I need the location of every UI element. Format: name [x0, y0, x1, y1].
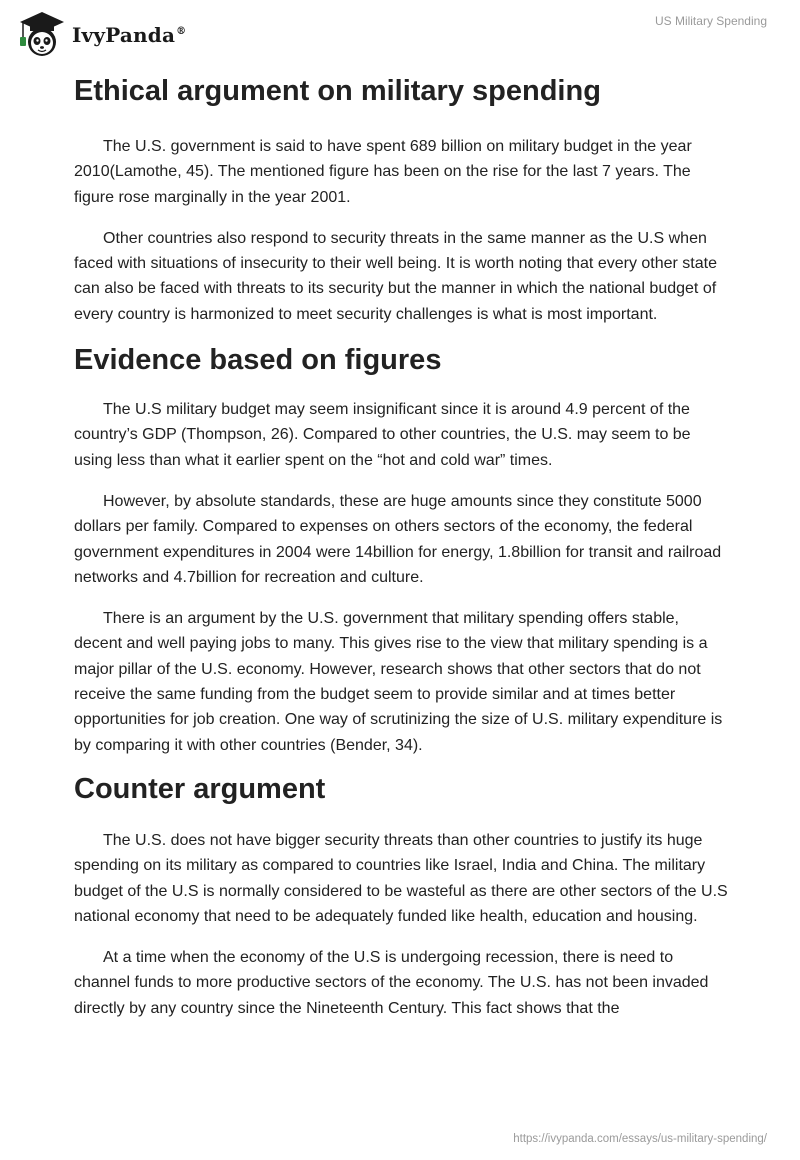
paragraph: Other countries also respond to security threats in the same manner as the U.S when faced with situations of insecurity to their well being. It is worth noting that every other state can also be faced with threats to its security but the manner in which the national budget of every country is harmonized to meet security challenges is what is most important. [74, 229, 717, 323]
paragraph: However, by absolute standards, these are huge amounts since they constitute 5000 dollars per family. Compared to expenses on others sectors of the economy, the federal government expenditures in 2004 were 14billion for energy, 1.8billion for transit and railroad networks and 4.7billion for recreation and culture. [74, 492, 722, 586]
paragraph: At a time when the economy of the U.S is undergoing recession, there is need to channel funds to more productive sectors of the economy. The U.S. has not been invaded directly by any country since the Nineteenth Century. This fact shows that the [74, 949, 709, 1017]
paragraph: The U.S military budget may seem insignificant since it is around 4.9 percent of the country’s GDP (Thompson, 26). Compared to other countries, the U.S. may seem to be using less than what it earlier spent on the “hot and cold war” times. [74, 401, 691, 469]
source-url[interactable]: https://ivypanda.com/essays/us-military-spending/ [513, 1133, 767, 1145]
logo-wordmark: IvyPanda® [72, 23, 187, 47]
site-logo[interactable] [16, 8, 186, 58]
paragraph: The U.S. does not have bigger security threats than other countries to justify its huge spending on its military as compared to countries like Israel, India and China. The military budget of the U.S is normally considered to be wasteful as there are other sectors of the U.S national economy that need to be adequately funded like health, education and housing. [74, 831, 728, 925]
section-heading: Evidence based on figures [74, 344, 442, 377]
paragraph: The U.S. government is said to have spent 689 billion on military budget in the year 2010(Lamothe, 45). The mentioned figure has been on the rise for the last 7 years. The figure rose marginally in the year 2001. [74, 138, 692, 206]
section-heading: Ethical argument on military spending [74, 75, 601, 107]
essay-body [74, 72, 730, 1021]
document-title: US Military Spending [654, 14, 767, 28]
section-heading: Counter argument [74, 772, 326, 805]
panda-graduate-icon [16, 8, 64, 58]
paragraph: There is an argument by the U.S. government that military spending offers stable, decent and well paying jobs to many. This gives rise to the view that military spending is a major pillar of the U.S. economy. However, research shows that other sectors that do not receive the same funding from the budget seem to provide similar and at times better opportunities for job creation. One way of scrutinizing the size of U.S. military expenditure is by comparing it with other countries (Bender, 34). [74, 610, 723, 754]
